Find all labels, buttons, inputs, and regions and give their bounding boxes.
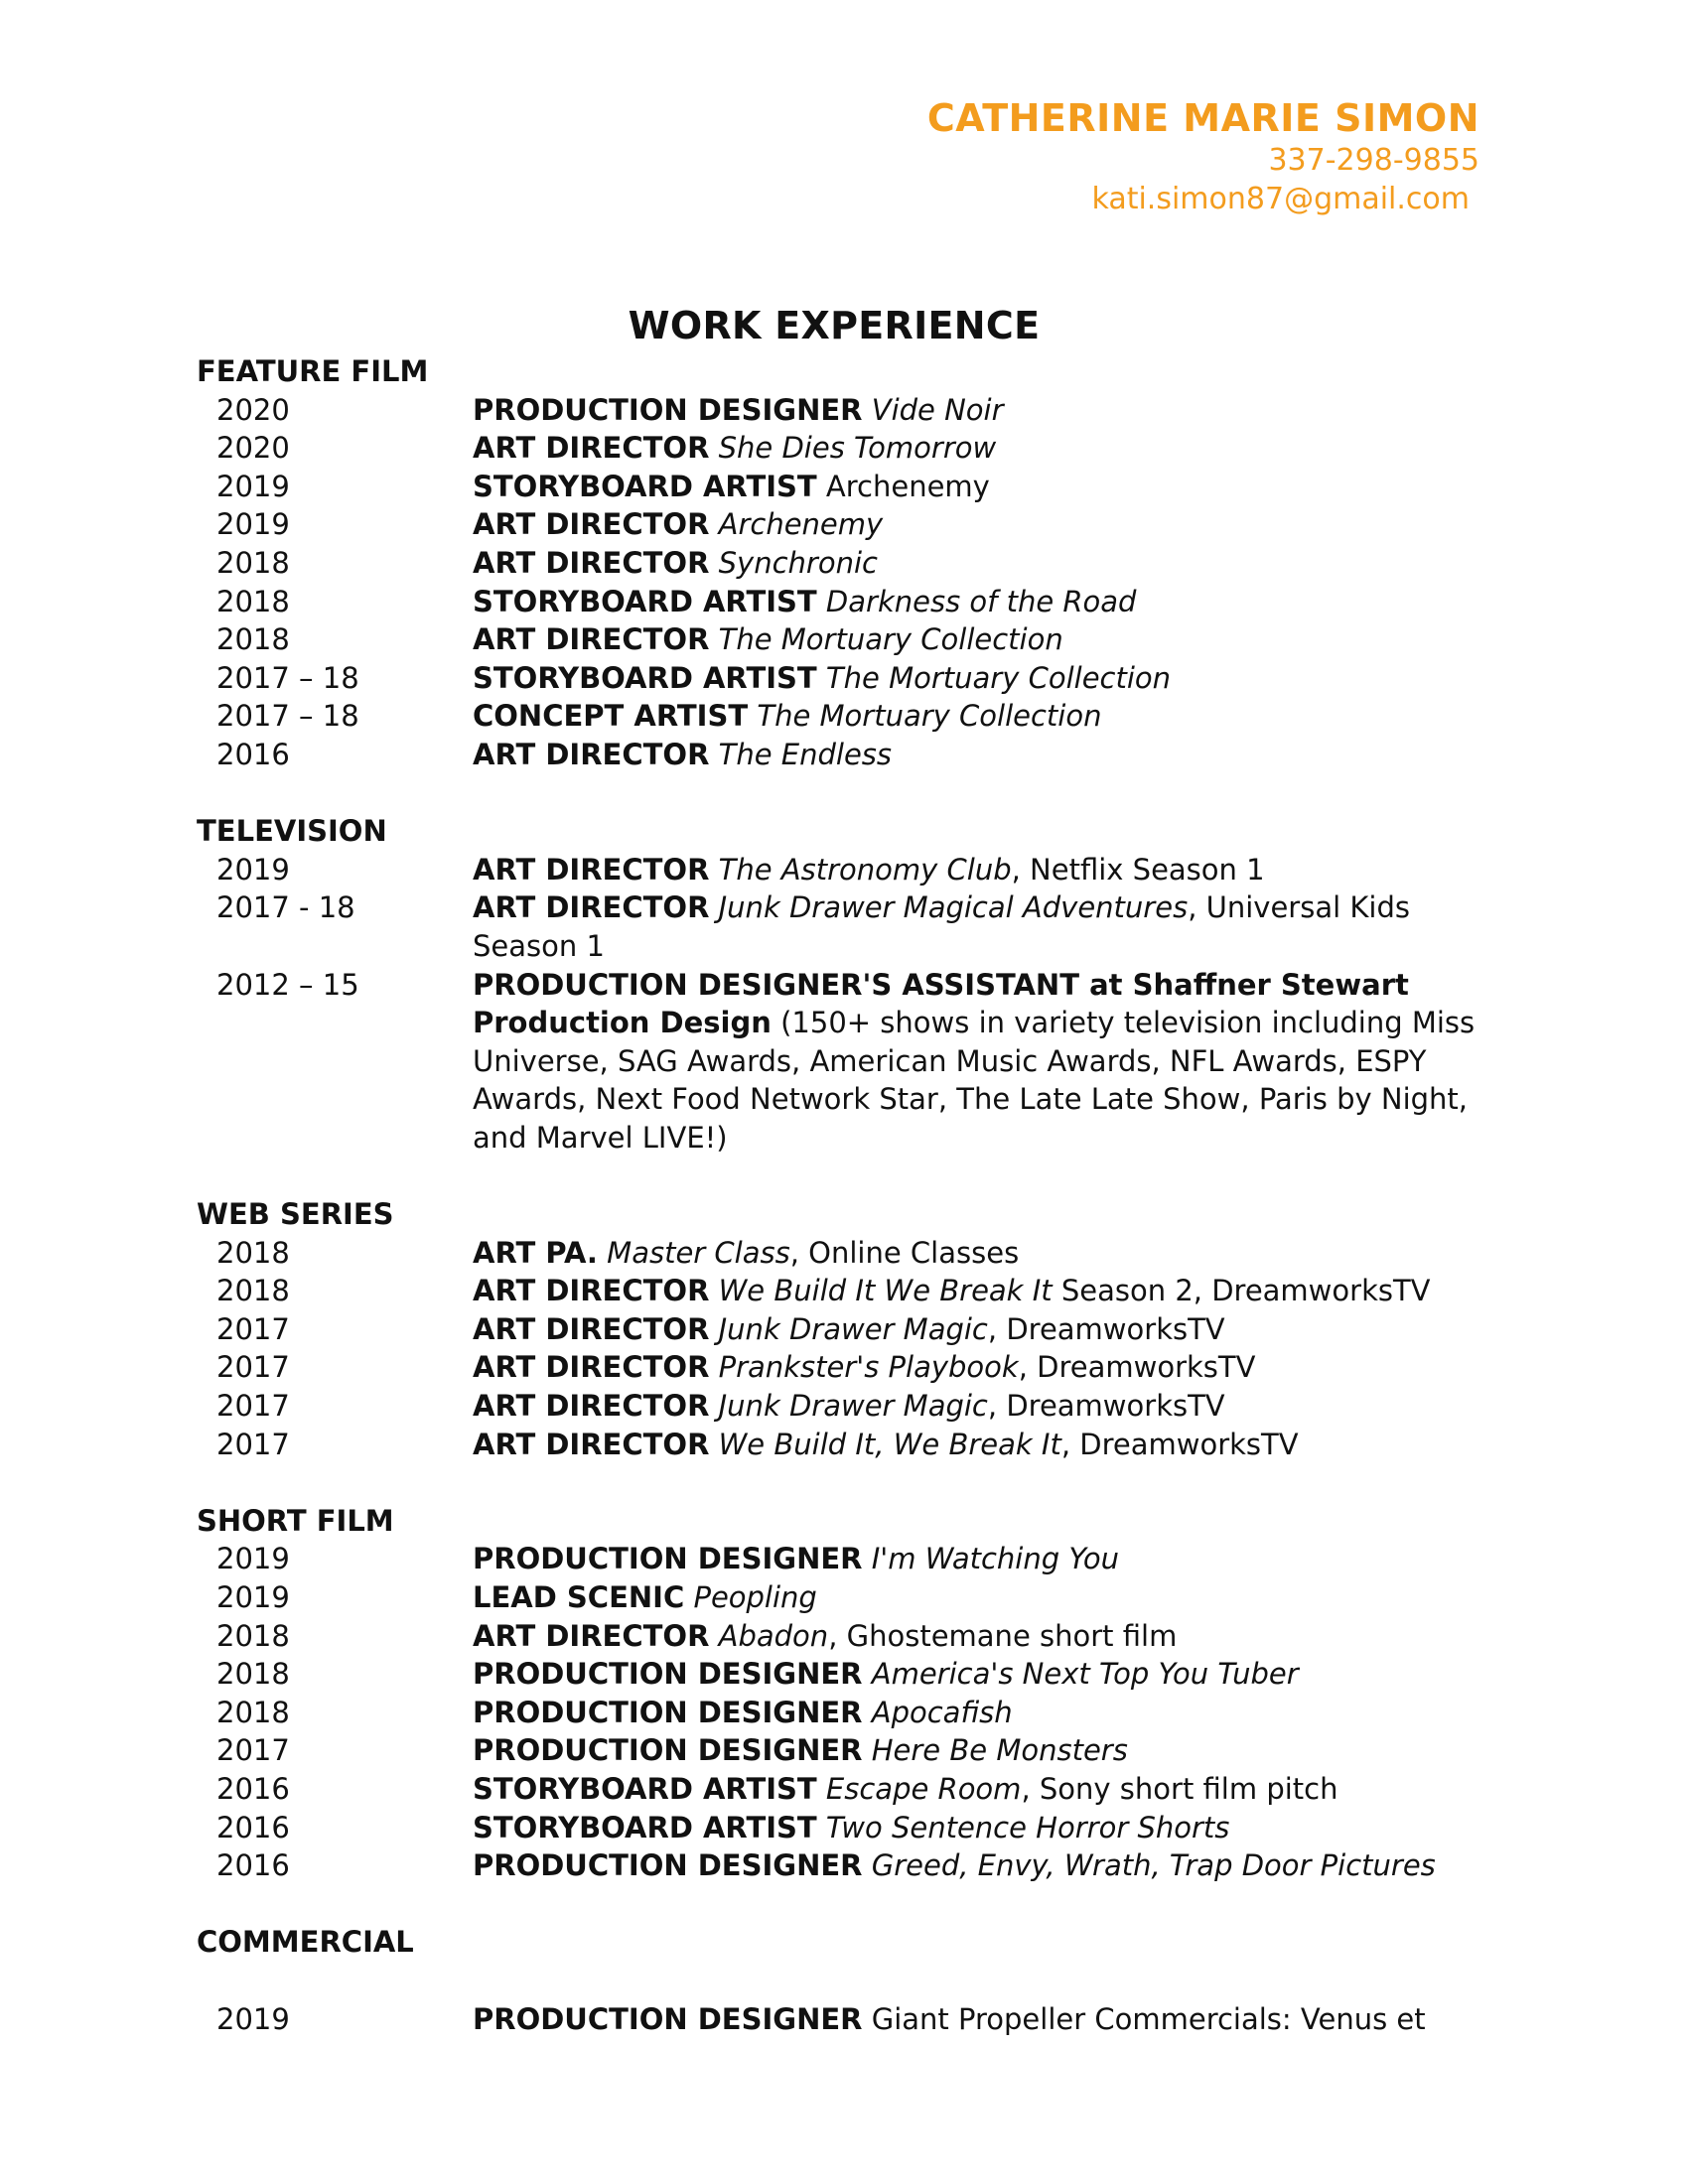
entry-year: 2019	[216, 507, 290, 542]
entry-row	[197, 468, 1487, 506]
page-title: WORK EXPERIENCE	[628, 304, 1041, 347]
entry-description	[473, 1387, 1487, 1426]
entry-year: 2017 - 18	[216, 890, 355, 925]
entry-title: Archenemy	[718, 507, 884, 542]
entry-detail: , Netflix Season 1	[1011, 852, 1265, 887]
entry-row	[197, 544, 1487, 583]
entry-detail: , Sony short film pitch	[1021, 1771, 1338, 1806]
entry-description	[473, 429, 1487, 468]
entry-year: 2019	[216, 2001, 290, 2036]
section-television	[197, 812, 1487, 1157]
entry-detail: , DreamworksTV	[1018, 1350, 1256, 1385]
entry-year: 2018	[216, 1618, 290, 1653]
entry-description	[473, 851, 1487, 889]
entry-year: 2017 – 18	[216, 699, 359, 734]
entry-row	[197, 505, 1487, 544]
entry-title: The Astronomy Club	[718, 852, 1012, 887]
entry-description	[473, 1426, 1487, 1464]
entry-year: 2018	[216, 545, 290, 580]
entry-description	[473, 1272, 1487, 1310]
entry-role: CONCEPT ARTIST	[473, 699, 749, 734]
entry-row	[197, 1617, 1487, 1656]
entry-detail: , Online Classes	[789, 1235, 1020, 1270]
section-short-film	[197, 1502, 1487, 1885]
entry-description	[473, 1348, 1487, 1387]
entry-detail: Season 2, DreamworksTV	[1052, 1274, 1431, 1308]
entry-title: The Mortuary Collection	[757, 699, 1102, 734]
entry-title: Synchronic	[718, 545, 878, 580]
entry-year: 2020	[216, 392, 290, 427]
entry-title: The Mortuary Collection	[718, 622, 1063, 657]
entry-year: 2016	[216, 1848, 290, 1883]
entry-row	[197, 429, 1487, 468]
entry-year: 2016	[216, 737, 290, 771]
entry-row	[197, 1731, 1487, 1770]
entry-detail: (150+ shows in variety television including Miss Universe, SAG Awards, American Music Awards, NFL Awards, ESPY Awards, Next Food Network Star, The Late Late Show, Paris by Night, and Marvel LIVE!)	[473, 1006, 1476, 1155]
entry-role: PRODUCTION DESIGNER	[473, 392, 863, 427]
entry-title: Escape Room	[825, 1771, 1022, 1806]
entry-year: 2017	[216, 1350, 290, 1385]
entry-role: STORYBOARD ARTIST	[473, 584, 817, 618]
entry-year: 2019	[216, 1580, 290, 1614]
entry-role: STORYBOARD ARTIST	[473, 1810, 817, 1844]
entry-year: 2018	[216, 1274, 290, 1308]
entry-row	[197, 1694, 1487, 1732]
entry-role: ART DIRECTOR	[473, 737, 710, 771]
entry-detail: , DreamworksTV	[1060, 1427, 1299, 1461]
entry-row	[197, 659, 1487, 698]
entry-title: Apocafish	[871, 1695, 1013, 1729]
entry-description	[473, 1540, 1487, 1578]
entry-description	[473, 1731, 1487, 1770]
entry-year: 2019	[216, 852, 290, 887]
entry-row	[197, 736, 1487, 774]
entry-title: We Build It We Break It	[718, 1274, 1053, 1308]
entry-detail: , DreamworksTV	[987, 1389, 1225, 1424]
entry-year: 2018	[216, 1657, 290, 1692]
entry-row	[197, 1426, 1487, 1464]
entry-year: 2019	[216, 1542, 290, 1576]
entry-role: ART DIRECTOR	[473, 545, 710, 580]
entry-row	[197, 583, 1487, 621]
entry-year: 2018	[216, 1235, 290, 1270]
entry-role: ART DIRECTOR	[473, 1389, 710, 1424]
entry-role: ART DIRECTOR	[473, 852, 710, 887]
entry-title: Junk Drawer Magic	[718, 1389, 988, 1424]
work-experience-list	[197, 352, 1487, 2038]
entry-description	[473, 1310, 1487, 1349]
entry-role: PRODUCTION DESIGNER	[473, 2001, 863, 2036]
section-web-series	[197, 1195, 1487, 1463]
entry-year: 2017	[216, 1389, 290, 1424]
entry-description	[473, 391, 1487, 430]
entry-row	[197, 1809, 1487, 1847]
entry-description	[473, 1655, 1487, 1694]
entry-title: Prankster's Playbook	[718, 1350, 1019, 1385]
entry-title: The Endless	[718, 737, 893, 771]
entry-role: ART DIRECTOR	[473, 622, 710, 657]
entry-role: ART DIRECTOR	[473, 1350, 710, 1385]
entry-row	[197, 1272, 1487, 1310]
entry-title: She Dies Tomorrow	[718, 431, 997, 466]
entry-role: PRODUCTION DESIGNER	[473, 1657, 863, 1692]
entry-role: PRODUCTION DESIGNER'S ASSISTANT at Shaffner Stewart Production Design	[473, 967, 1409, 1040]
entry-role: ART DIRECTOR	[473, 1618, 710, 1653]
entry-role: PRODUCTION DESIGNER	[473, 1542, 863, 1576]
entry-title: Junk Drawer Magic	[718, 1311, 988, 1346]
entry-year: 2012 – 15	[216, 967, 359, 1002]
entry-role: LEAD SCENIC	[473, 1580, 685, 1614]
entry-description	[473, 1234, 1487, 1273]
entry-title: Here Be Monsters	[871, 1733, 1128, 1768]
entry-title: Abadon	[718, 1618, 829, 1653]
entry-title: I'm Watching You	[871, 1542, 1119, 1576]
entry-year: 2017	[216, 1427, 290, 1461]
entry-detail: Giant Propeller Commercials: Venus et	[871, 2001, 1426, 2036]
entry-description	[473, 1770, 1487, 1809]
entry-description	[473, 544, 1487, 583]
entry-row	[197, 2000, 1487, 2039]
entry-role: ART DIRECTOR	[473, 890, 710, 925]
entry-description	[473, 505, 1487, 544]
entry-detail: , DreamworksTV	[987, 1311, 1225, 1346]
entry-role: STORYBOARD ARTIST	[473, 1771, 817, 1806]
entry-title: Greed, Envy, Wrath, Trap Door Pictures	[871, 1848, 1436, 1883]
entry-row	[197, 1387, 1487, 1426]
entry-description	[473, 1809, 1487, 1847]
entry-title: Two Sentence Horror Shorts	[825, 1810, 1230, 1844]
entry-year: 2017	[216, 1311, 290, 1346]
entry-role: ART DIRECTOR	[473, 507, 710, 542]
entry-row	[197, 851, 1487, 889]
entry-row	[197, 1770, 1487, 1809]
spacer	[197, 1962, 1487, 2000]
entry-row	[197, 697, 1487, 736]
entry-title: The Mortuary Collection	[825, 660, 1172, 695]
entry-role: PRODUCTION DESIGNER	[473, 1848, 863, 1883]
entry-row	[197, 966, 1487, 1158]
entry-row	[197, 1234, 1487, 1273]
entry-role: STORYBOARD ARTIST	[473, 660, 817, 695]
entry-row	[197, 1655, 1487, 1694]
entry-year: 2019	[216, 469, 290, 503]
entry-row	[197, 620, 1487, 659]
entry-description	[473, 736, 1487, 774]
entry-description	[473, 1617, 1487, 1656]
section-heading: SHORT FILM	[197, 1503, 394, 1538]
entry-role: ART DIRECTOR	[473, 1311, 710, 1346]
entry-title: Junk Drawer Magical Adventures	[718, 890, 1189, 925]
entry-description	[473, 966, 1487, 1158]
section-commercial	[197, 1923, 1487, 2038]
entry-year: 2018	[216, 1695, 290, 1729]
entry-description	[473, 583, 1487, 621]
entry-description	[473, 1846, 1487, 1885]
entry-role: ART PA.	[473, 1235, 598, 1270]
entry-role: PRODUCTION DESIGNER	[473, 1733, 863, 1768]
entry-year: 2017	[216, 1733, 290, 1768]
entry-description	[473, 888, 1487, 965]
entry-row	[197, 888, 1487, 965]
entry-description	[473, 1578, 1487, 1617]
section-heading: TELEVISION	[197, 814, 387, 849]
entry-title: Peopling	[693, 1580, 817, 1614]
entry-detail: Archenemy	[825, 469, 990, 503]
entry-description	[473, 2000, 1487, 2039]
phone-number: 337-298-9855	[1268, 142, 1479, 178]
entry-title: Darkness of the Road	[825, 584, 1137, 618]
entry-year: 2020	[216, 431, 290, 466]
entry-row	[197, 1540, 1487, 1578]
section-feature-film	[197, 352, 1487, 774]
resume-header	[927, 97, 1479, 218]
entry-title: We Build It, We Break It	[718, 1427, 1061, 1461]
entry-role: STORYBOARD ARTIST	[473, 469, 817, 503]
entry-description	[473, 468, 1487, 506]
entry-year: 2018	[216, 584, 290, 618]
entry-description	[473, 620, 1487, 659]
section-heading: FEATURE FILM	[197, 354, 429, 388]
entry-row	[197, 1348, 1487, 1387]
entry-row	[197, 1846, 1487, 1885]
entry-title: America's Next Top You Tuber	[871, 1657, 1299, 1692]
entry-year: 2016	[216, 1810, 290, 1844]
entry-title: Master Class	[607, 1235, 790, 1270]
entry-detail: , Universal Kids Season 1	[473, 890, 1410, 963]
entry-year: 2016	[216, 1771, 290, 1806]
candidate-name: CATHERINE MARIE SIMON	[926, 96, 1479, 140]
entry-role: ART DIRECTOR	[473, 431, 710, 466]
entry-detail: , Ghostemane short film	[828, 1618, 1178, 1653]
entry-description	[473, 1694, 1487, 1732]
entry-row	[197, 1310, 1487, 1349]
entry-year: 2018	[216, 622, 290, 657]
entry-row	[197, 1578, 1487, 1617]
section-heading: WEB SERIES	[197, 1197, 394, 1232]
entry-description	[473, 697, 1487, 736]
entry-description	[473, 659, 1487, 698]
email-address: kati.simon87@gmail.com	[1091, 181, 1470, 216]
entry-title: Vide Noir	[871, 392, 1004, 427]
entry-role: ART DIRECTOR	[473, 1274, 710, 1308]
entry-role: ART DIRECTOR	[473, 1427, 710, 1461]
section-heading: COMMERCIAL	[197, 1925, 414, 1960]
entry-row	[197, 391, 1487, 430]
entry-year: 2017 – 18	[216, 660, 359, 695]
entry-role: PRODUCTION DESIGNER	[473, 1695, 863, 1729]
